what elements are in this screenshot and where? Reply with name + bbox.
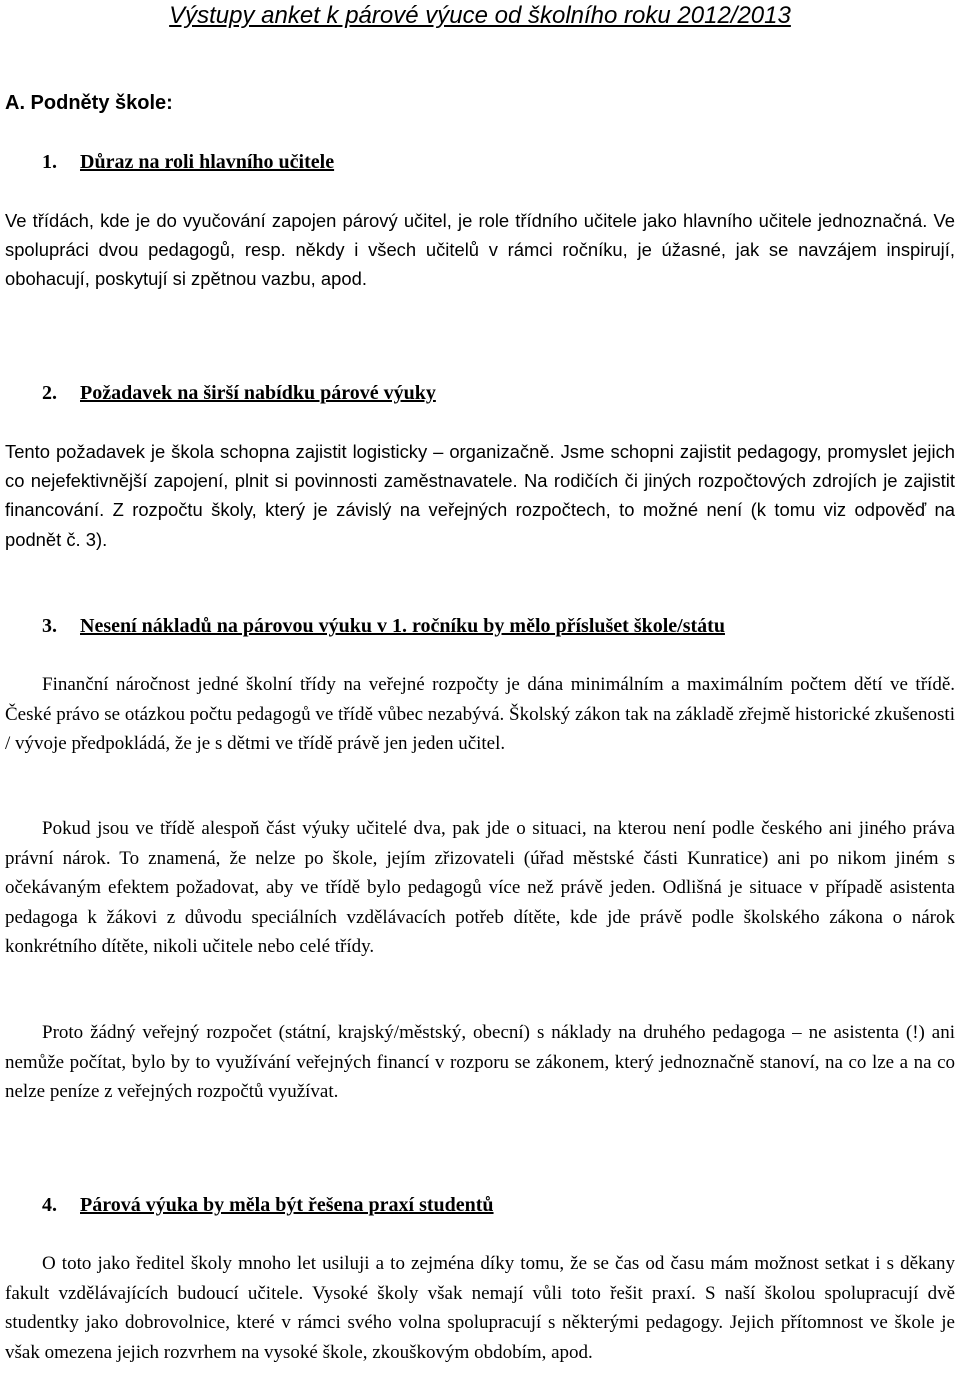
item-1-heading [42, 150, 334, 174]
item-2-heading [42, 381, 436, 405]
item-1-paragraph-1: Ve třídách, kde je do vyučování zapojen párový učitel, je role třídního učitele jako hlavního učitele jednoznačná. Ve spolupráci dvou pedagogů, resp. někdy i všech učitelů v rámci ročníku, je úžasné, jak se navzájem inspirují, obohacují, poskytují si zpětnou vazbu, apod. [5, 210, 955, 290]
item-2-heading-text: Požadavek na širší nabídku párové výuky [80, 382, 436, 404]
item-3-paragraph-1: Finanční náročnost jedné školní třídy na veřejné rozpočty je dána minimálním a maximálním počtem dětí ve třídě. České právo se otázkou počtu pedagogů ve třídě vůbec nezabývá. Školský zákon tak na základě zřejmě historické zkušenosti / vývoje předpokládá, že je s dětmi ve třídě právě jen jeden učitel. [5, 674, 955, 754]
item-1-heading-text: Důraz na roli hlavního učitele [80, 151, 335, 173]
item-1-number: 1. [42, 151, 57, 173]
section-a-heading: A. Podněty škole: [5, 92, 173, 114]
item-3-number: 3. [42, 615, 57, 637]
item-4-number: 4. [42, 1194, 57, 1216]
item-4-heading-text: Párová výuka by měla být řešena praxí studentů [80, 1194, 494, 1216]
item-3-heading-text: Nesení nákladů na párovou výuku v 1. ročníku by mělo příslušet škole/státu [80, 615, 725, 637]
document-title: Výstupy anket k párové výuce od školního roku 2012/2013 [169, 2, 791, 29]
item-4-heading [42, 1193, 494, 1217]
item-3-paragraph-2: Pokud jsou ve třídě alespoň část výuky učitelé dva, pak jde o situaci, na kterou není podle českého ani jiného práva právní nárok. To znamená, že nelze po škole, jejím zřizovateli (úřad městské části Kunratice) ani po nikom jiném s očekávaným efektem požadovat, aby ve třídě bylo pedagogů více než právě jeden. Odlišná je situace v případě asistenta pedagoga k žákovi z důvodu speciálních vzdělávacích potřeb dítěte, kde jde právě podle školského zákona o nárok konkrétního dítěte, nikoli učitele nebo celé třídy. [5, 818, 955, 957]
item-4-paragraph-1: O toto jako ředitel školy mnoho let usiluji a to zejména díky tomu, že se čas od času mám možnost setkat i s děkany fakult vzdělávajících budoucí učitele. Vysoké školy však nemají vůli toto řešit praxí. S naší školou spolupracují dvě studentky jako dobrovolnice, které v rámci svého volna spolupracují s některými pedagogy. Jejich přítomnost ve škole je však omezena jejich rozvrhem na vysoké škole, zkouškovým obdobím, apod. [5, 1253, 955, 1363]
item-3-heading [42, 614, 725, 638]
item-2-number: 2. [42, 382, 57, 404]
item-3-paragraph-3: Proto žádný veřejný rozpočet (státní, krajský/městský, obecní) s náklady na druhého pedagoga – ne asistenta (!) ani nemůže počítat, bylo by to využívání veřejných financí v rozporu se zákonem, který jednoznačně stanoví, na co lze a na co nelze peníze z veřejných rozpočtů využívat. [5, 1022, 955, 1102]
item-2-paragraph-1: Tento požadavek je škola schopna zajistit logisticky – organizačně. Jsme schopni zajistit pedagogy, promyslet jejich co nejefektivnější zapojení, plnit si povinnosti zaměstnavatele. Na rodičích či jiných rozpočtových zdrojích je zajistit financování. Z rozpočtu školy, který je závislý na veřejných rozpočtech, to možné není (k tomu viz odpověď na podnět č. 3). [5, 441, 955, 550]
